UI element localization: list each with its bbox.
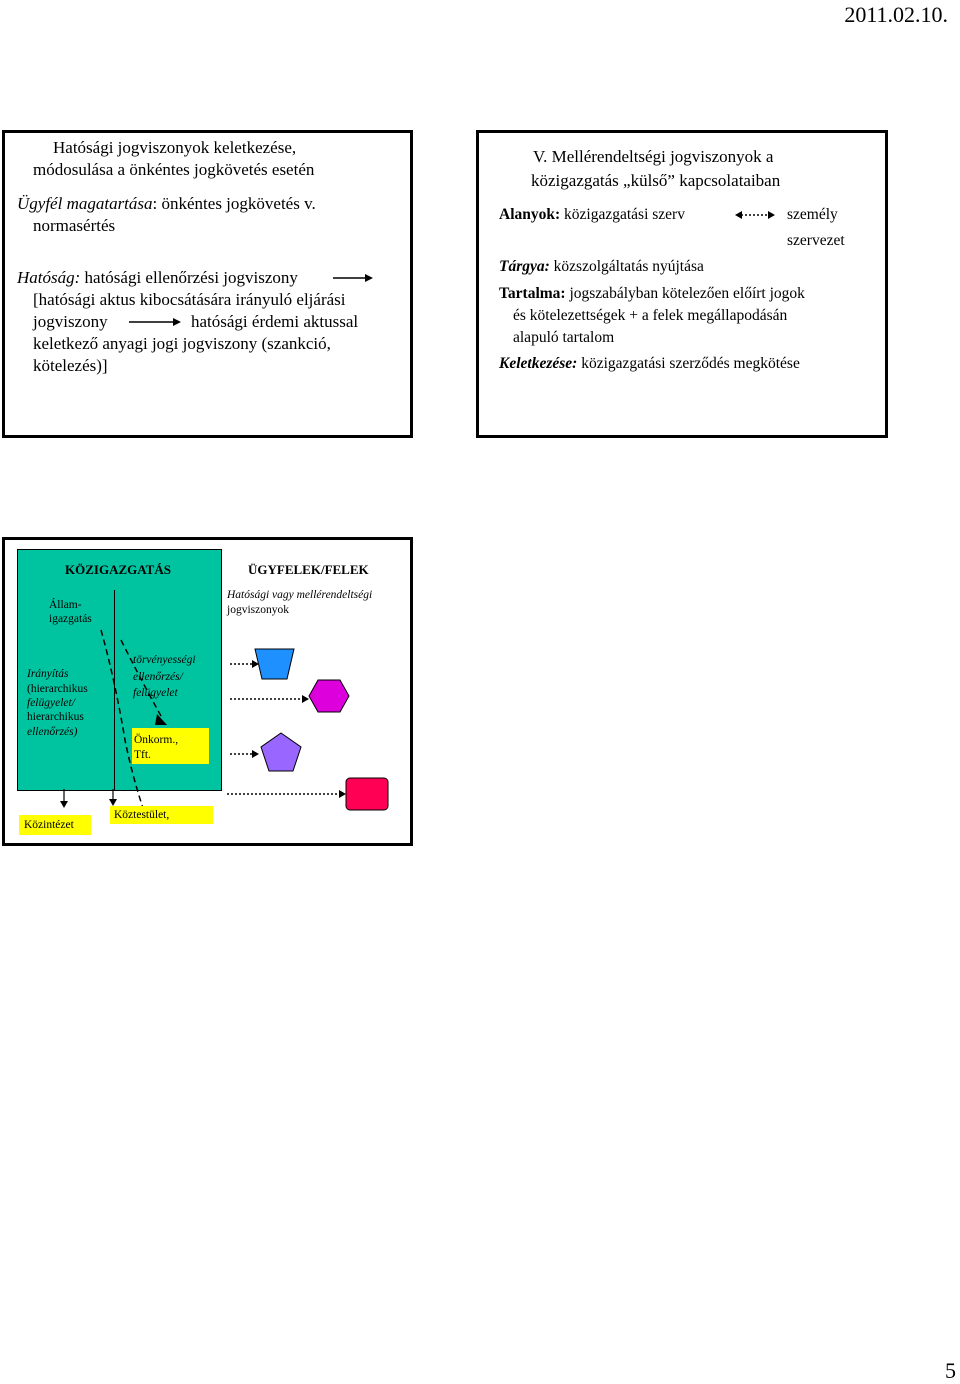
slide1-hatosag-line <box>17 267 298 289</box>
slide1-line4: keletkező anyagi jogi jogviszony (szankció, <box>33 334 331 353</box>
trapezoid-shape-icon <box>255 648 295 680</box>
iranyitas-line5: ellenőrzés) <box>27 726 78 738</box>
slide1-line3b: hatósági érdemi aktussal <box>191 312 359 331</box>
allamigazgatas-line2: igazgatás <box>49 613 92 625</box>
torvenyessegi-line1: törvényességi <box>133 654 196 666</box>
tartalma-line2: és kötelezettségek + a felek megállapodásán <box>513 307 788 324</box>
ugyfel-label: Ügyfél magatartása <box>17 194 153 213</box>
targya-text: közszolgáltatás nyújtása <box>549 258 704 275</box>
keletkezese-label: Keletkezése: <box>499 355 578 372</box>
double-arrow-icon <box>735 210 775 220</box>
alanyok-text: közigazgatási szerv <box>560 206 685 223</box>
onkorm-line1: Önkorm., <box>134 734 179 746</box>
iranyitas-line4: hierarchikus <box>27 711 84 723</box>
hatosagi-line1: Hatósági vagy mellérendeltségi <box>227 589 373 601</box>
dotted-arrow-icon <box>227 789 347 799</box>
slide1-title-line1: Hatósági jogviszonyok keletkezése, <box>53 138 297 157</box>
slide1-ugyfel-line2: normasértés <box>33 216 116 235</box>
torvenyessegi-line2: ellenőrzés/ <box>133 671 183 683</box>
koztestulet-label: Köztestület, <box>114 809 170 821</box>
dotted-arrow-icon <box>230 749 260 759</box>
szemely-label: személy <box>787 206 838 223</box>
tartalma-text: jogszabályban kötelezően előírt jogok <box>565 285 805 302</box>
hexagon-shape-icon <box>309 679 349 713</box>
slide-kozigazgatas-diagram <box>2 537 413 846</box>
page-number: 5 <box>945 1358 956 1383</box>
kozigazgatas-label: KÖZIGAZGATÁS <box>65 562 171 577</box>
keletkezese-line <box>499 353 800 375</box>
arrow-right-icon <box>333 273 373 283</box>
slide1-ugyfel-line <box>17 193 316 215</box>
slide1-title-line2: módosulása a önkéntes jogkövetés esetén <box>33 160 315 179</box>
tartalma-label: Tartalma: <box>499 285 566 302</box>
arrow-right-icon <box>129 317 181 327</box>
iranyitas-line3: felügyelet/ <box>27 697 75 709</box>
tartalma-line3: alapuló tartalom <box>513 329 615 346</box>
keletkezese-text: közigazgatási szerződés megkötése <box>577 355 800 372</box>
slide1-line5: kötelezés)] <box>33 356 108 375</box>
alanyok-line <box>499 204 685 226</box>
allamigazgatas-line1: Állam- <box>49 599 82 611</box>
alanyok-label: Alanyok: <box>499 206 561 223</box>
kozintezet-label: Közintézet <box>24 819 74 831</box>
hatosagi-line2: jogviszonyok <box>227 604 289 616</box>
slide2-title-line2: közigazgatás „külső” kapcsolataiban <box>531 171 781 190</box>
hatosag-label: Hatóság: <box>17 268 81 287</box>
arrow-down-icon <box>59 789 69 809</box>
slide2-title-line1: V. Mellérendeltségi jogviszonyok a <box>533 147 774 166</box>
pentagon-shape-icon <box>260 732 302 772</box>
targya-line <box>499 256 704 278</box>
slide1-line2: [hatósági aktus kibocsátására irányuló eljárási <box>33 290 346 309</box>
szervezet-label: szervezet <box>787 232 845 249</box>
iranyitas-line2: (hierarchikus <box>27 683 88 695</box>
rounded-rect-shape-icon <box>345 777 389 811</box>
koztestulet-box <box>110 806 213 824</box>
slide-mellerendeltsegi-jogviszonyok <box>476 130 888 438</box>
hatosag-text: hatósági ellenőrzési jogviszony <box>80 268 298 287</box>
tartalma-line <box>499 283 805 305</box>
slide1-line3a: jogviszony <box>33 312 108 331</box>
iranyitas-line1: Irányítás <box>27 668 69 680</box>
ugyfelek-label: ÜGYFELEK/FELEK <box>248 562 369 577</box>
arrow-down-icon <box>108 789 118 807</box>
dotted-arrow-icon <box>230 694 310 704</box>
ugyfel-text: : önkéntes jogkövetés v. <box>152 194 316 213</box>
targya-label: Tárgya: <box>499 258 550 275</box>
kozintezet-box <box>19 815 91 835</box>
header-date: 2011.02.10. <box>844 2 948 27</box>
torvenyessegi-line3: felügyelet <box>133 687 178 699</box>
onkorm-line2: Tft. <box>134 749 151 761</box>
slide-hatosagi-jogviszonyok <box>2 130 413 438</box>
